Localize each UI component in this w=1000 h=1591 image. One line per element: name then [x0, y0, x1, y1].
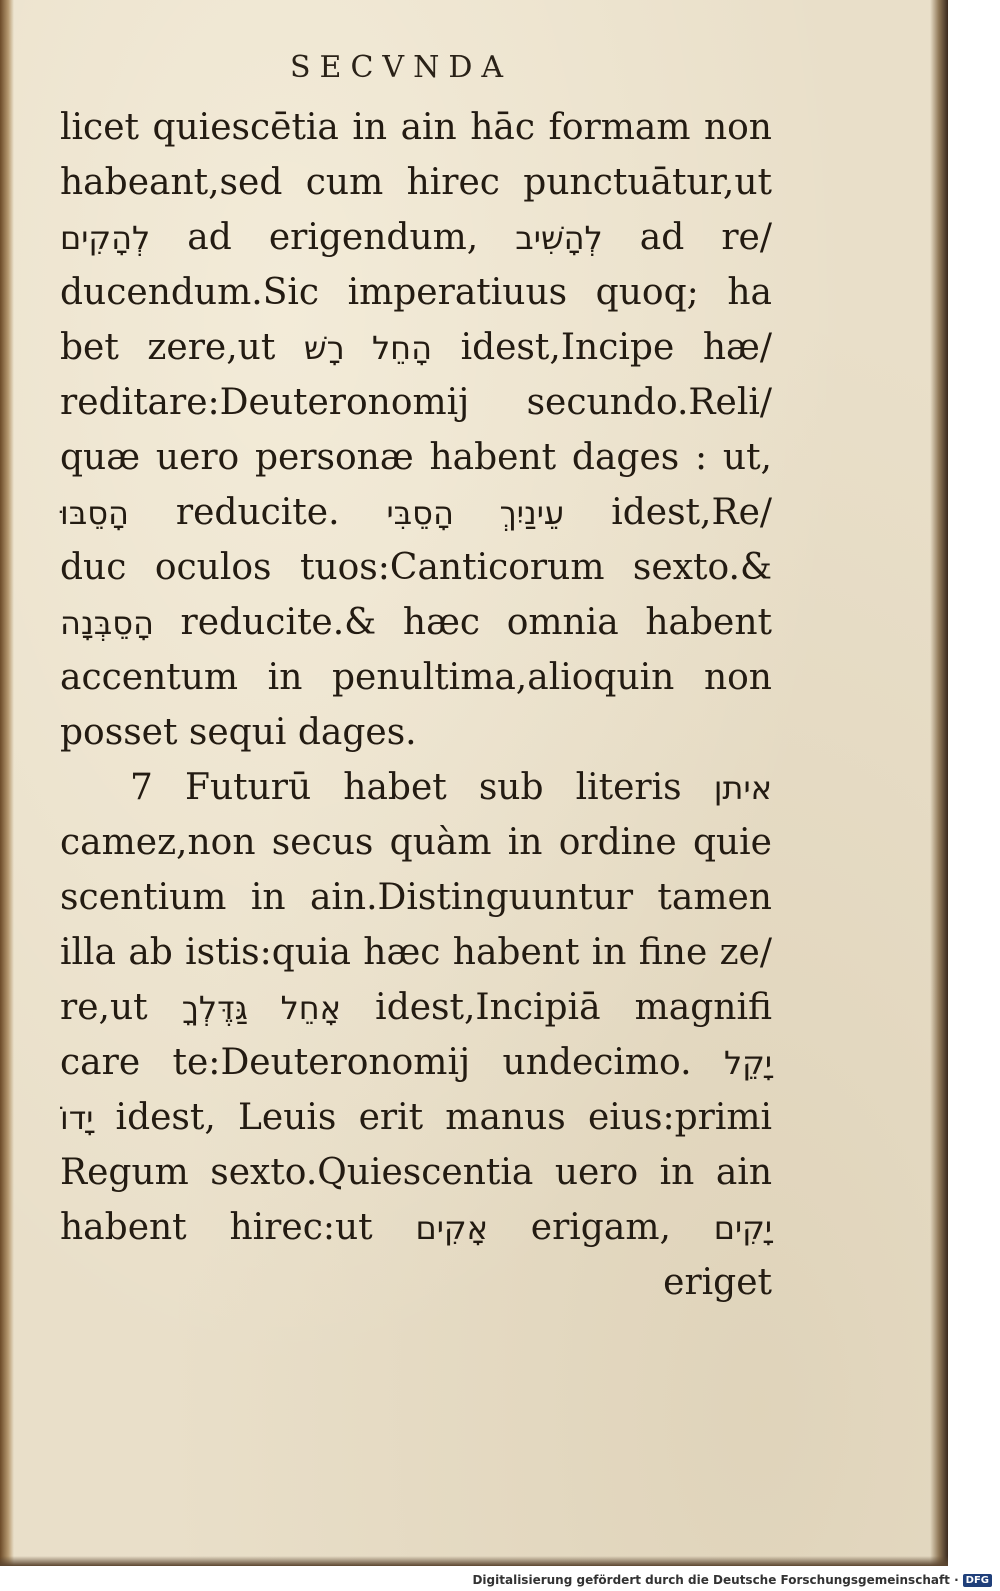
- text-line: [60, 595, 772, 650]
- latin-text: accentum in penultima,alioquin non: [60, 657, 772, 698]
- latin-text: habent hirec:ut: [60, 1207, 416, 1248]
- text-line: [60, 870, 772, 925]
- running-head: SECVNDA: [290, 50, 513, 85]
- hebrew-word: עֵינַיִךְ הָסֵבִּי: [386, 494, 565, 532]
- footer-text: Digitalisierung gefördert durch die Deutsche Forschungsgemeinschaft ·: [472, 1573, 959, 1587]
- hebrew-word: יָקֵל: [723, 1044, 772, 1082]
- latin-text: 7 Futurū habet sub literis: [130, 767, 714, 808]
- latin-text: idest,Incipe hæ/: [431, 327, 772, 368]
- latin-text: posset sequi dages.: [60, 712, 417, 753]
- text-line: [60, 375, 772, 430]
- text-line: [60, 485, 772, 540]
- text-line: [60, 1035, 772, 1090]
- text-line: [60, 705, 772, 760]
- latin-text: ducendum.Sic imperatiuus quoq; ha: [60, 272, 772, 313]
- page-edge-shadow: [930, 0, 948, 1566]
- text-line: [60, 815, 772, 870]
- latin-text: reditare:Deuteronomij secundo.Reli/: [60, 382, 772, 423]
- text-line: [60, 1200, 772, 1255]
- dfg-logo: DFG: [963, 1574, 992, 1587]
- latin-text: habeant,sed cum hirec punctuātur,ut: [60, 162, 772, 203]
- text-line: [60, 540, 772, 595]
- hebrew-word: יָקִים: [713, 1209, 772, 1247]
- hebrew-word: לְהָקִים: [60, 219, 151, 257]
- latin-text: illa ab istis:quia hæc habent in fine ze/: [60, 932, 772, 973]
- hebrew-word: הָחֵל רָשׁ: [303, 329, 432, 367]
- hebrew-word: אָקִים: [415, 1209, 488, 1247]
- latin-text: idest,Incipiā magnifi: [341, 987, 772, 1028]
- text-line: [60, 1145, 772, 1200]
- latin-text: duc oculos tuos:Canticorum sexto.&: [60, 547, 772, 588]
- hebrew-word: אָחֵל גַּדֶּלְךָ: [181, 989, 342, 1027]
- latin-text: eriget: [663, 1262, 772, 1303]
- latin-text: idest,Re/: [564, 492, 772, 533]
- text-line: [60, 980, 772, 1035]
- latin-text: reducite.: [128, 492, 387, 533]
- text-line: [60, 1255, 772, 1310]
- text-line: [60, 760, 772, 815]
- latin-text: erigam,: [487, 1207, 714, 1248]
- latin-text: quæ uero personæ habent dages : ut,: [60, 437, 772, 478]
- latin-text: care te:Deuteronomij undecimo.: [60, 1042, 724, 1083]
- text-line: [60, 430, 772, 485]
- latin-text: licet quiescētia in ain hāc formam non: [60, 107, 772, 148]
- digitization-footer: [472, 1573, 992, 1587]
- text-line: [60, 210, 772, 265]
- hebrew-word: איתן: [713, 769, 772, 807]
- hebrew-word: הָסֵבְּנָה: [60, 604, 154, 642]
- page-bottom-edge: [0, 1556, 948, 1566]
- text-line: [60, 155, 772, 210]
- page-gutter-shadow: [0, 0, 14, 1566]
- text-line: [60, 1090, 772, 1145]
- latin-text: re,ut: [60, 987, 182, 1028]
- body-text: [60, 100, 772, 1310]
- hebrew-word: יָדוֹ: [60, 1099, 94, 1137]
- text-line: [60, 650, 772, 705]
- text-line: [60, 320, 772, 375]
- latin-text: scentium in ain.Distinguuntur tamen: [60, 877, 772, 918]
- latin-text: ad erigendum,: [150, 217, 516, 258]
- text-line: [60, 100, 772, 155]
- text-line: [60, 265, 772, 320]
- hebrew-word: הָסֵבּוּ: [60, 494, 129, 532]
- latin-text: reducite.& hæc omnia habent: [153, 602, 772, 643]
- hebrew-word: לְהָשִׁיב: [515, 219, 603, 257]
- text-line: [60, 925, 772, 980]
- latin-text: ad re/: [602, 217, 772, 258]
- latin-text: idest, Leuis erit manus eius:primi: [93, 1097, 772, 1138]
- latin-text: Regum sexto.Quiescentia uero in ain: [60, 1152, 772, 1193]
- latin-text: bet zere,ut: [60, 327, 304, 368]
- latin-text: camez,non secus quàm in ordine quie: [60, 822, 772, 863]
